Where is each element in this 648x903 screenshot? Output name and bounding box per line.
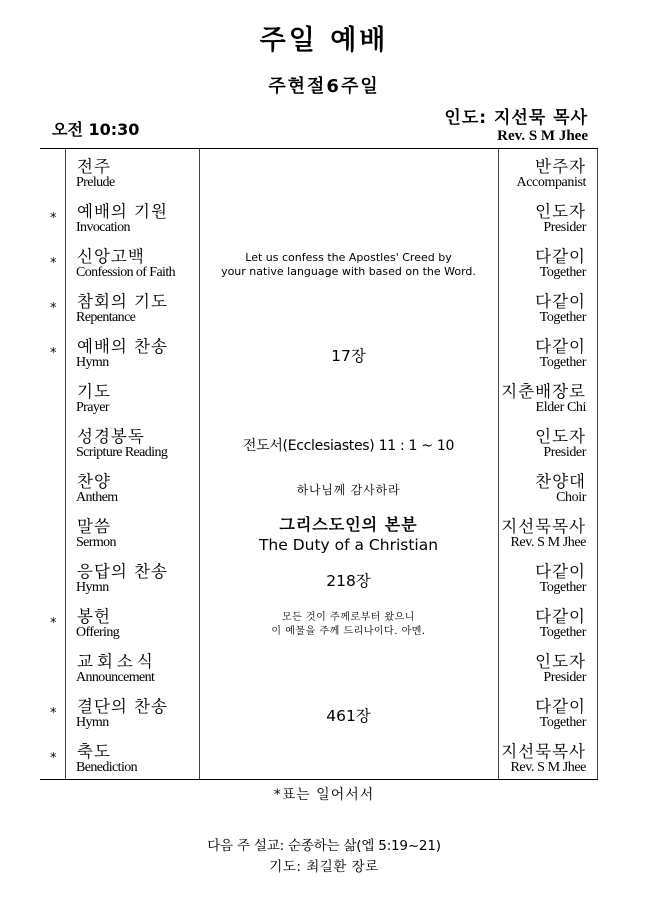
order-row-repentance (0, 287, 648, 332)
hymn-number: 17장 (331, 346, 366, 365)
item-title-en: Hymn (76, 715, 109, 730)
item-title-ko: 성경봉독 (77, 427, 145, 446)
item-person-ko: 다같이 (535, 607, 586, 626)
order-row-confession (0, 242, 648, 287)
item-person-en: Together (539, 265, 586, 280)
item-detail (200, 692, 497, 737)
item-person-ko: 찬양대 (535, 472, 586, 491)
item-title-en: Repentance (76, 310, 136, 325)
hymn-number: 218장 (326, 571, 371, 590)
item-title-ko: 결단의 찬송 (77, 697, 168, 716)
item-person-en: Accompanist (516, 175, 586, 190)
order-row-prelude (0, 152, 648, 197)
service-time: 오전 10:30 (52, 120, 140, 139)
item-person-ko: 지춘배장로 (501, 382, 586, 401)
item-person-en: Together (539, 715, 586, 730)
anthem-title: 하나님께 감사하라 (296, 483, 401, 497)
creed-instruction-line: your native language with based on the Word. (221, 264, 476, 278)
order-row-invocation (0, 197, 648, 242)
order-row-hymn-closing (0, 692, 648, 737)
order-row-offering (0, 602, 648, 647)
table-bottom-rule (40, 779, 598, 780)
scripture-reference: 전도서(Ecclesiastes) 11 : 1 ~ 10 (242, 437, 455, 454)
item-person-ko: 다같이 (535, 337, 586, 356)
standing-mark: * (50, 256, 57, 271)
item-title-en: Prayer (76, 400, 109, 415)
item-title-ko: 기도 (77, 382, 111, 401)
service-leader-en: Rev. S M Jhee (497, 128, 588, 144)
item-title-ko: 교회소식 (77, 652, 157, 671)
item-title-en: Benediction (76, 760, 138, 775)
offering-prayer-line: 모든 것이 주께로부터 왔으니 (282, 611, 415, 623)
item-title-ko: 응답의 찬송 (77, 562, 168, 581)
item-title-ko: 축도 (77, 742, 111, 761)
item-person-en: Rev. S M Jhee (510, 535, 586, 550)
item-title-en: Hymn (76, 355, 109, 370)
item-title-ko: 찬양 (77, 472, 111, 491)
page-subtitle: 주현절6주일 (268, 76, 380, 97)
item-detail (200, 467, 497, 512)
item-person-ko: 인도자 (535, 652, 586, 671)
item-title-en: Scripture Reading (76, 445, 168, 460)
item-person-en: Rev. S M Jhee (510, 760, 586, 775)
standing-mark: * (50, 211, 57, 226)
item-title-en: Sermon (76, 535, 116, 550)
item-detail (200, 557, 497, 602)
item-title-ko: 신앙고백 (77, 247, 145, 266)
item-person-en: Presider (543, 445, 586, 460)
item-title-en: Offering (76, 625, 120, 640)
item-person-ko: 다같이 (535, 247, 586, 266)
item-title-ko: 말씀 (77, 517, 111, 536)
item-person-ko: 반주자 (535, 157, 586, 176)
item-person-en: Together (539, 310, 586, 325)
item-title-en: Invocation (76, 220, 130, 235)
item-title-en: Hymn (76, 580, 109, 595)
item-person-ko: 다같이 (535, 292, 586, 311)
item-person-en: Together (539, 625, 586, 640)
order-row-prayer (0, 377, 648, 422)
item-person-en: Together (539, 355, 586, 370)
item-person-en: Elder Chi (535, 400, 586, 415)
order-row-benediction (0, 737, 648, 782)
item-title-en: Prelude (76, 175, 115, 190)
order-row-anthem (0, 467, 648, 512)
creed-instruction-line: Let us confess the Apostles' Creed by (245, 250, 452, 264)
item-person-en: Choir (556, 490, 586, 505)
item-person-ko: 지선묵목사 (501, 517, 586, 536)
standing-note: *표는 일어서서 (273, 787, 375, 803)
order-row-scripture (0, 422, 648, 467)
offering-prayer-line: 이 예물을 주께 드리나이다. 아멘. (271, 625, 426, 637)
item-detail (200, 602, 497, 647)
hymn-number: 461장 (326, 706, 371, 725)
item-person-en: Presider (543, 670, 586, 685)
next-week-sermon: 다음 주 설교: 순종하는 삶(엡 5:19~21) (207, 838, 441, 854)
order-row-sermon (0, 512, 648, 557)
item-detail (200, 512, 497, 557)
standing-mark: * (50, 301, 57, 316)
standing-mark: * (50, 346, 57, 361)
item-detail (200, 332, 497, 377)
item-person-ko: 지선묵목사 (501, 742, 586, 761)
item-title-ko: 예배의 기원 (77, 202, 168, 221)
sermon-title-ko: 그리스도인의 본분 (279, 515, 418, 534)
item-detail (200, 422, 497, 467)
order-row-hymn-response (0, 557, 648, 602)
table-top-rule (40, 148, 598, 149)
item-person-en: Together (539, 580, 586, 595)
item-title-en: Announcement (76, 670, 155, 685)
service-leader: 인도: 지선묵 목사 (444, 108, 588, 128)
item-title-ko: 전주 (77, 157, 111, 176)
item-title-ko: 예배의 찬송 (77, 337, 168, 356)
item-title-en: Confession of Faith (76, 265, 176, 280)
item-person-ko: 인도자 (535, 202, 586, 221)
sermon-title-en: The Duty of a Christian (258, 536, 439, 554)
item-title-ko: 참회의 기도 (77, 292, 168, 311)
standing-mark: * (50, 751, 57, 766)
page-title: 주일 예배 (259, 25, 389, 56)
order-row-hymn-opening (0, 332, 648, 377)
item-detail (200, 242, 497, 287)
item-person-ko: 인도자 (535, 427, 586, 446)
standing-mark: * (50, 616, 57, 631)
item-person-en: Presider (543, 220, 586, 235)
item-person-ko: 다같이 (535, 562, 586, 581)
item-person-ko: 다같이 (535, 697, 586, 716)
item-title-en: Anthem (76, 490, 118, 505)
item-title-ko: 봉헌 (77, 607, 111, 626)
standing-mark: * (50, 706, 57, 721)
next-week-prayer: 기도: 최길환 장로 (269, 859, 379, 875)
order-row-announcement (0, 647, 648, 692)
